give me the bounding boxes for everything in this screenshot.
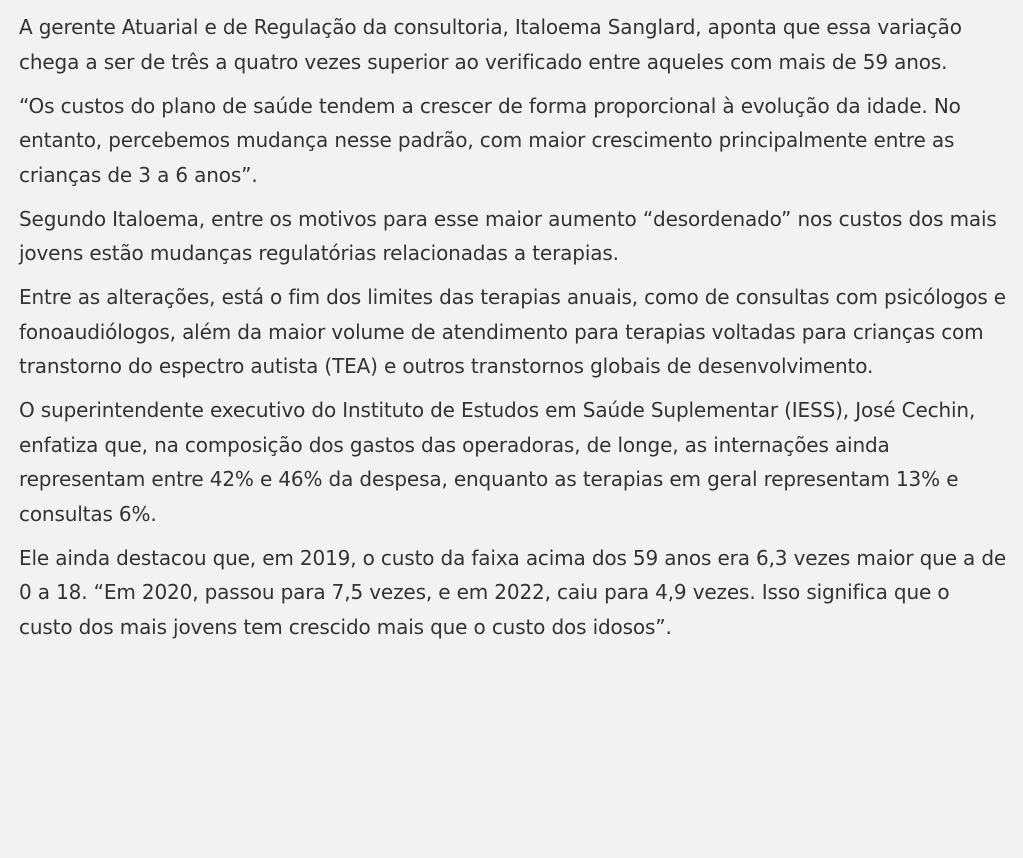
article-paragraph: Entre as alterações, está o fim dos limites das terapias anuais, como de consultas com psicólogos e fonoaudiólogos, além da maior volume de atendimento para terapias voltadas para crianças com transtorno do espectro autista (TEA) e outros transtornos globais de desenvolvimento. [19, 285, 1006, 378]
article-paragraph: “Os custos do plano de saúde tendem a crescer de forma proporcional à evolução da idade. No entanto, percebemos mudança nesse padrão, com maior crescimento principalmente entre as crianças de 3 a 6 anos”. [19, 93, 961, 187]
article-paragraph: Segundo Italoema, entre os motivos para esse maior aumento “desordenado” nos custos dos mais jovens estão mudanças regulatórias relacionadas a terapias. [19, 206, 997, 265]
article-body [19, 10, 1009, 654]
article-paragraph: A gerente Atuarial e de Regulação da consultoria, Italoema Sanglard, aponta que essa variação chega a ser de três a quatro vezes superior ao verificado entre aqueles com mais de 59 anos. [19, 15, 962, 74]
article-paragraph: Ele ainda destacou que, em 2019, o custo da faixa acima dos 59 anos era 6,3 vezes maior que a de 0 a 18. “Em 2020, passou para 7,5 vezes, e em 2022, caiu para 4,9 vezes. Isso significa que o custo dos mais jovens tem crescido mais que o custo dos idosos”. [19, 545, 1007, 639]
article-paragraph: O superintendente executivo do Instituto de Estudos em Saúde Suplementar (IESS), José Cechin, enfatiza que, na composição dos gastos das operadoras, de longe, as internações ainda representam entre 42% e 46% da despesa, enquanto as terapias em geral representam 13% e consultas 6%. [19, 398, 976, 526]
